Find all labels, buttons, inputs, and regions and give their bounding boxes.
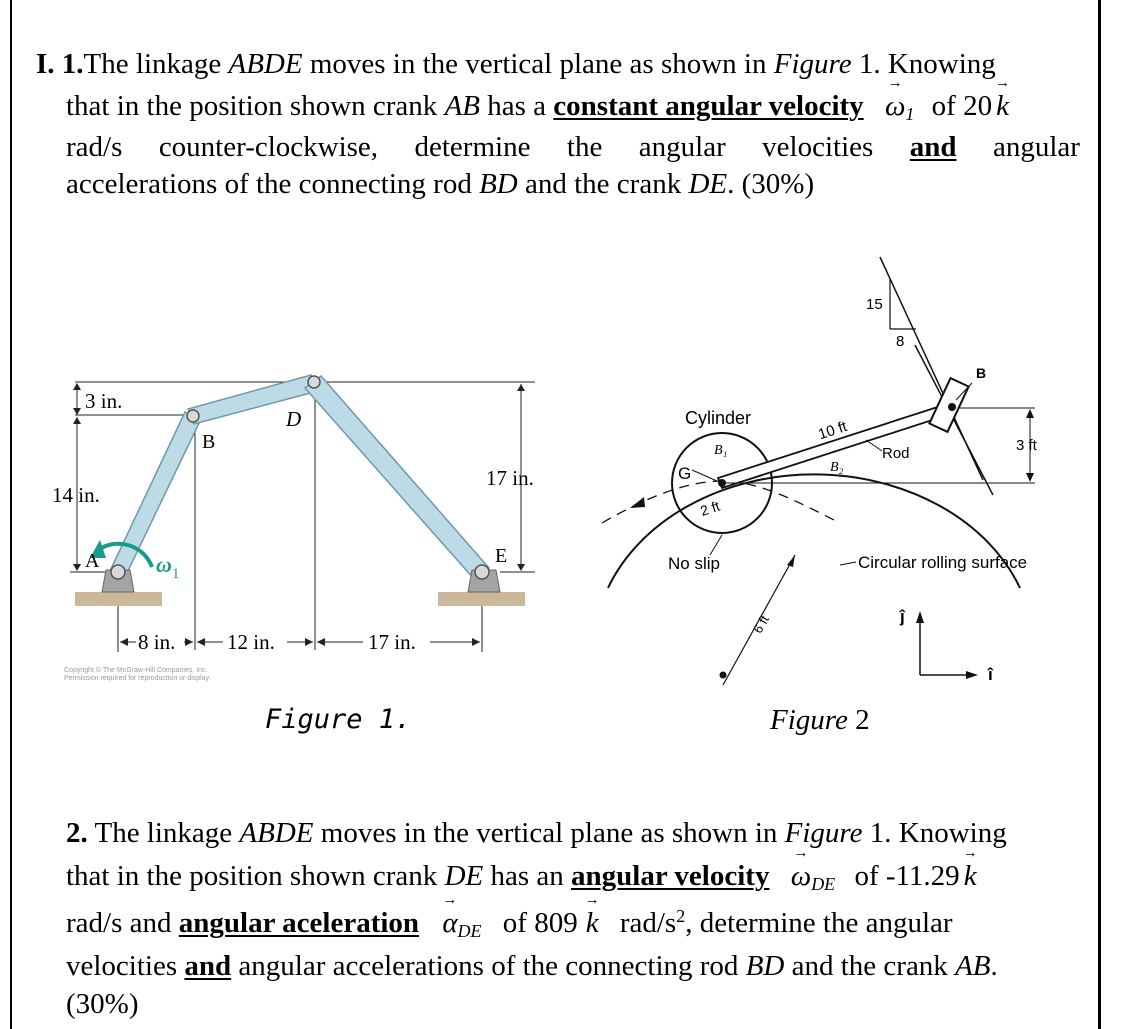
text: DE [444, 860, 484, 892]
copyright-line-2: Permission required for reproduction or display. [64, 675, 211, 682]
dim-3ft-label: 3 ft [1016, 437, 1037, 454]
page-frame-left [10, 0, 12, 1029]
joint-A [111, 565, 125, 579]
label-B: B [202, 431, 216, 453]
text: . (30%) [727, 168, 815, 200]
problem-2-line-4 [66, 950, 998, 983]
text: of 809 [502, 907, 578, 939]
text: moves in the vertical plane as shown in [313, 817, 785, 849]
text: ABDE [228, 48, 303, 80]
dim-12in-label: 12 in. [227, 630, 275, 654]
dim-8in-label: 8 in. [138, 630, 176, 654]
text: angular [638, 131, 726, 163]
point-G [718, 479, 726, 487]
text: angular accelerations of the connecting rod [231, 950, 746, 982]
text: AB [444, 90, 480, 122]
text: ABDE [239, 817, 314, 849]
problem-2-heading: 2. [66, 817, 88, 849]
text: determine [414, 131, 531, 163]
text: , determine the angular [685, 907, 953, 939]
text: moves in the vertical plane as shown in [302, 48, 774, 80]
label-rolling-surface: Circular rolling surface [858, 553, 1028, 572]
ground-A [75, 592, 162, 606]
text: The linkage [83, 48, 229, 80]
leader-no-slip [710, 535, 722, 555]
text: AB [955, 950, 991, 982]
label-10ft: 10 ft [816, 418, 850, 444]
joint-D [308, 376, 320, 388]
problem-1-line-3 [66, 131, 1080, 164]
text: rad/s [66, 131, 123, 163]
crank-AB [110, 412, 201, 575]
crank-DE [305, 376, 489, 579]
figure-1-caption: Figure 1. [265, 704, 412, 735]
path-arrowhead [630, 497, 645, 508]
problem-2-line-5: (30%) [66, 988, 139, 1020]
text: Figure [773, 48, 852, 80]
text: DE [811, 874, 836, 894]
label-E: E [495, 545, 508, 567]
problem-2-line-2 [66, 860, 977, 895]
k-unit-vector: → k [964, 860, 977, 893]
dim-14in-label: 14 in. [52, 483, 100, 507]
emphasis-and: and [909, 131, 957, 163]
text: of 20 [931, 90, 993, 122]
problem-2-line-1 [66, 817, 1007, 850]
text: The linkage [87, 817, 240, 849]
text: and the crank [517, 168, 689, 200]
problem-1-heading: I. 1. [36, 48, 84, 80]
omega-1-label: ω [156, 552, 172, 577]
joint-E [475, 565, 489, 579]
page-frame-right [1098, 0, 1101, 1029]
surface-center-point [720, 672, 727, 679]
text: of -11.29 [854, 860, 960, 892]
omega-1-symbol: → ω [885, 90, 905, 123]
ground-E [438, 592, 525, 606]
text: velocities [66, 950, 185, 982]
label-G: G [678, 464, 692, 483]
problem-1-line-4 [66, 168, 814, 201]
label-j-hat: ĵ [900, 607, 905, 626]
text: Figure [784, 817, 863, 849]
text: BD [479, 168, 518, 200]
label-rod: Rod [882, 445, 910, 462]
text: Figure [770, 704, 848, 736]
copyright-line-1: Copyright © The McGraw-Hill Companies, Inc. [64, 667, 208, 674]
figure-2-rod-cylinder [590, 245, 1060, 695]
text: DE [688, 168, 728, 200]
emphasis-constant-angular-velocity: constant angular velocity [553, 90, 864, 122]
problem-2-line-3 [66, 906, 953, 942]
label-2ft: 2 ft [698, 497, 722, 519]
dim-17in-h-label: 17 in. [368, 630, 416, 654]
text: velocities [762, 131, 874, 163]
text: 2 [676, 906, 686, 926]
problem-1-line-1 [36, 48, 996, 81]
text: DE [457, 921, 482, 941]
figure-1-linkage [40, 360, 550, 690]
text: counter-clockwise, [158, 131, 379, 163]
text: rad/s and [66, 907, 179, 939]
emphasis-and: and [184, 950, 232, 982]
label-6ft: 6 ft [749, 612, 772, 636]
text: the [566, 131, 603, 163]
k-unit-vector: → k [586, 907, 599, 940]
text: accelerations of the connecting rod [66, 168, 480, 200]
text: angular [992, 131, 1080, 163]
text: has a [480, 90, 554, 122]
text: has an [483, 860, 572, 892]
emphasis-angular-acceleration: angular aceleration [178, 907, 420, 939]
label-B: B [976, 365, 987, 381]
leader-rod [866, 440, 882, 451]
text: 1. Knowing [851, 48, 996, 80]
label-i-hat: î [988, 665, 993, 684]
label-A: A [85, 550, 100, 572]
leader-surface [840, 562, 856, 565]
j-arrowhead [916, 611, 924, 623]
dim-3in-label: 3 in. [85, 389, 123, 413]
slope-label-8: 8 [896, 333, 905, 350]
label-D: D [286, 407, 302, 431]
label-B2: B₂ [830, 460, 844, 475]
figure-2-caption [770, 704, 870, 737]
alpha-DE-symbol: → α [442, 907, 457, 940]
text: that in the position shown crank [66, 860, 445, 892]
omega-DE-symbol: → ω [791, 860, 811, 893]
problem-1-line-2 [66, 90, 1009, 125]
text: rad/s [619, 907, 677, 939]
text: and the crank [784, 950, 956, 982]
joint-B [187, 410, 199, 422]
text: 2 [847, 704, 870, 736]
emphasis-angular-velocity: angular velocity [571, 860, 770, 892]
label-no-slip: No slip [668, 554, 720, 573]
point-B [948, 403, 956, 411]
text: BD [745, 950, 785, 982]
text: . [990, 950, 998, 982]
label-cylinder: Cylinder [685, 408, 752, 428]
dim-17in-v-label: 17 in. [486, 466, 534, 490]
text: 1 [905, 104, 915, 124]
text: 1. Knowing [862, 817, 1007, 849]
omega-1-sub: 1 [172, 566, 180, 582]
slope-label-15: 15 [866, 296, 883, 313]
radius-arrowhead [787, 555, 795, 567]
text: that in the position shown crank [66, 90, 445, 122]
label-B1: B₁ [714, 443, 728, 458]
i-arrowhead [966, 671, 978, 679]
k-unit-vector: → k [996, 90, 1009, 123]
